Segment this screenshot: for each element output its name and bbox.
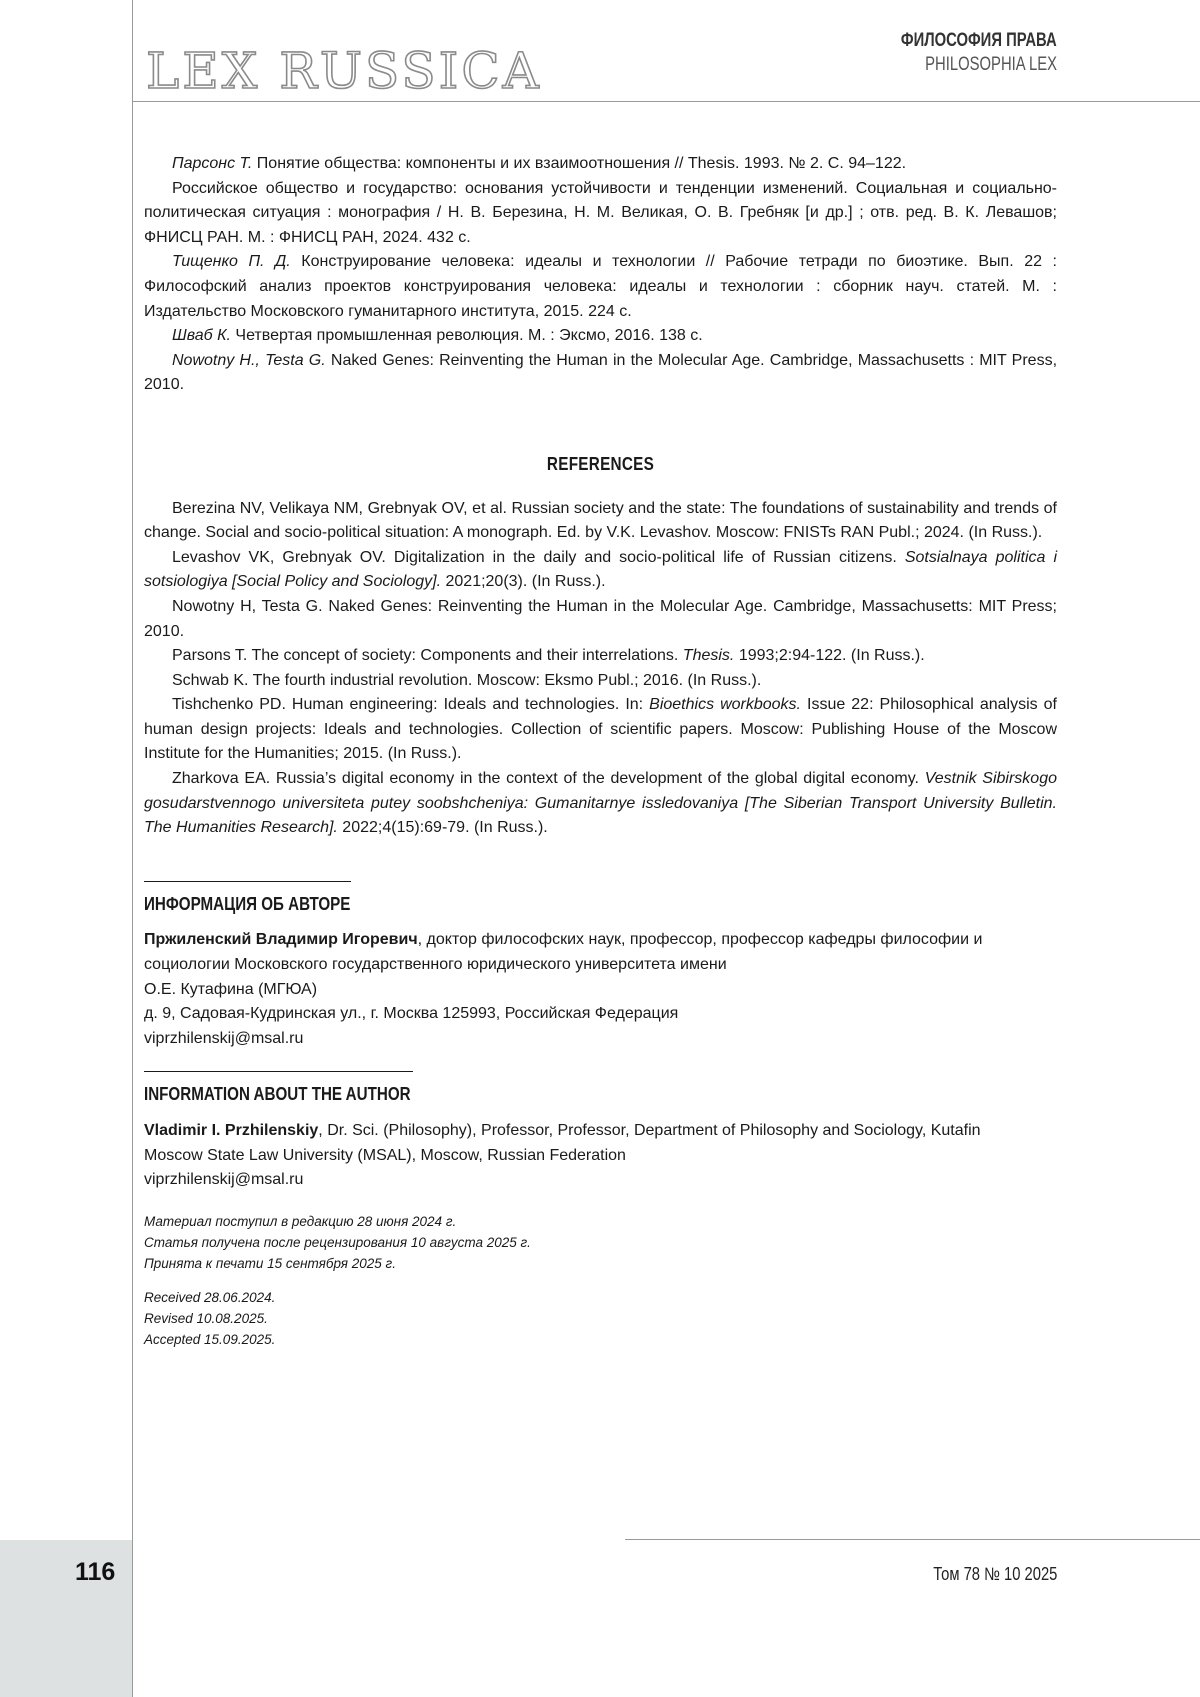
- author-email-ru[interactable]: viprzhilenskij@msal.ru: [144, 1029, 304, 1047]
- vertical-rule: [132, 0, 133, 1697]
- en-reference-list: [144, 497, 1057, 841]
- date-revised-ru: Статья получена после рецензирования 10 августа 2025 г.: [144, 1234, 531, 1250]
- ref-author: Шваб К.: [172, 327, 231, 345]
- ru-reference: [144, 349, 1057, 398]
- ref-tail: Issue 22: Philosophical analysis of human design projects: Ideals and technologies. Collection of scientific papers. Moscow: Publishing House of the Moscow Institute for the Humanities; 2015. (In Russ.).: [144, 696, 1057, 763]
- ref-source: Bioethics workbooks.: [649, 696, 801, 714]
- author-info-heading-ru: ИНФОРМАЦИЯ ОБ АВТОРЕ: [144, 892, 351, 914]
- ref-source: Vestnik Sibirskogo gosudarstvennogo universiteta putey soobshcheniya: Gumanitarnye issledovaniya [The Siberian Transport University Bulletin. The Humanities Research].: [144, 770, 1058, 837]
- ref-text: Berezina NV, Velikaya NM, Grebnyak OV, et al. Russian society and the state: The foundations of sustainability and trends of change. Social and socio-political situation: A monograph. Ed. by V.K. Levashov. Moscow: FNISTs RAN Publ.; 2024. (In Russ.).: [144, 499, 1057, 542]
- ref-text: Naked Genes: Reinventing the Human in the Molecular Age. Cambridge, Massachusetts : MIT Press, 2010.: [144, 351, 1058, 394]
- author-description-en: [144, 1119, 1024, 1168]
- footer-divider: [625, 1539, 1200, 1540]
- en-reference: [144, 644, 1057, 669]
- section-title-ru: ФИЛОСОФИЯ ПРАВА: [901, 30, 1057, 51]
- ref-text: Российское общество и государство: основания устойчивости и тенденции изменений. Социальная и социально-политическая ситуация : монография / Н. В. Березина, Н. М. Великая, О. В. Гребняк [и др.] ; отв. ред. В. К. Левашов; ФНИСЦ РАН. М. : ФНИСЦ РАН, 2024. 432 с.: [144, 179, 1057, 246]
- ref-text: Четвертая промышленная революция. М. : Эксмо, 2016. 138 с.: [230, 327, 703, 345]
- author-en-rule: [144, 1071, 413, 1072]
- ref-author: Nowotny H., Testa G.: [172, 351, 326, 369]
- author-email-en[interactable]: viprzhilenskij@msal.ru: [144, 1171, 304, 1189]
- ref-text: Parsons T. The concept of society: Components and their interrelations.: [172, 647, 683, 665]
- author-description-ru: [144, 928, 1057, 977]
- author-name-en: Vladimir I. Przhilenskiy: [144, 1122, 319, 1139]
- author-ru-rule: [144, 881, 351, 882]
- section-title-la: PHILOSOPHIA LEX: [925, 54, 1057, 75]
- ref-tail: 2022;4(15):69-79. (In Russ.).: [337, 819, 548, 837]
- ru-reference: [144, 324, 1057, 349]
- references-heading: REFERENCES: [546, 453, 655, 474]
- en-reference: [144, 546, 1057, 595]
- left-margin: [0, 0, 133, 1697]
- author-address-ru: д. 9, Садовая-Кудринская ул., г. Москва 125993, Российская Федерация: [144, 1005, 679, 1023]
- author-affiliation-ru: , доктор философских наук, профессор, профессор кафедры философии и социологии Московского государственного юридического университета имени: [144, 931, 983, 974]
- date-revised-en: Revised 10.08.2025.: [144, 1310, 268, 1326]
- author-affiliation-en: , Dr. Sci. (Philosophy), Professor, Professor, Department of Philosophy and Sociology, Kutafin Moscow State Law University (MSAL), Moscow, Russian Federation: [144, 1122, 981, 1164]
- ref-text: Levashov VK, Grebnyak OV. Digitalization in the daily and socio-political life of Russian citizens.: [172, 548, 905, 566]
- page-number: 116: [75, 1558, 116, 1586]
- ref-text: Nowotny H, Testa G. Naked Genes: Reinventing the Human in the Molecular Age. Cambridge, Massachusetts: MIT Press; 2010.: [144, 597, 1057, 640]
- date-received-ru: Материал поступил в редакцию 28 июня 2024 г.: [144, 1213, 457, 1229]
- ref-text: Понятие общества: компоненты и их взаимоотношения // Thesis. 1993. № 2. С. 94–122.: [252, 155, 907, 172]
- ref-source: Thesis.: [682, 647, 735, 665]
- ref-text: Конструирование человека: идеалы и технологии // Рабочие тетради по биоэтике. Вып. 22 : Философский анализ проектов конструирования человека: идеалы и технологии : сборник науч. статей. М. : Издательство Московского гуманитарного института, 2015. 224 с.: [144, 253, 1057, 320]
- date-received-en: Received 28.06.2024.: [144, 1289, 276, 1305]
- author-info-en: [144, 1119, 1024, 1193]
- page-content: [144, 152, 1057, 1350]
- en-reference: [144, 595, 1057, 644]
- en-reference: [144, 497, 1057, 546]
- ref-text: Tishchenko PD. Human engineering: Ideals and technologies. In:: [172, 696, 650, 714]
- ref-tail: 1993;2:94-122. (In Russ.).: [734, 647, 925, 665]
- date-accepted-en: Accepted 15.09.2025.: [144, 1331, 276, 1347]
- journal-logo: LEX RUSSICA: [146, 42, 542, 100]
- author-info-heading-en: INFORMATION ABOUT THE AUTHOR: [144, 1083, 411, 1105]
- ref-author: Тищенко П. Д.: [172, 253, 291, 271]
- author-affiliation-line2: О.Е. Кутафина (МГЮА): [144, 980, 318, 998]
- author-name-ru: Пржиленский Владимир Игоревич: [144, 931, 418, 949]
- date-accepted-ru: Принята к печати 15 сентября 2025 г.: [144, 1255, 396, 1271]
- ref-tail: 2021;20(3). (In Russ.).: [441, 573, 606, 591]
- ru-reference: [144, 152, 1057, 177]
- author-info-ru: [144, 928, 1057, 1051]
- en-reference: [144, 693, 1057, 767]
- ref-author: Парсонс Т.: [172, 155, 253, 172]
- ru-reference: [144, 177, 1057, 251]
- ref-source: Sotsialnaya politica i sotsiologiya [Social Policy and Sociology].: [144, 548, 1058, 591]
- en-reference: [144, 767, 1057, 841]
- dates-en: [144, 1287, 1057, 1350]
- dates-ru: [144, 1211, 1057, 1274]
- ru-reference-list: [144, 152, 1057, 398]
- ru-reference: [144, 250, 1057, 324]
- en-reference: [144, 669, 1057, 694]
- ref-text: Schwab K. The fourth industrial revolution. Moscow: Eksmo Publ.; 2016. (In Russ.).: [172, 671, 762, 689]
- ref-text: Zharkova EA. Russia’s digital economy in the context of the development of the global digital economy.: [172, 770, 925, 788]
- issue-label: Том 78 № 10 2025: [932, 1564, 1057, 1584]
